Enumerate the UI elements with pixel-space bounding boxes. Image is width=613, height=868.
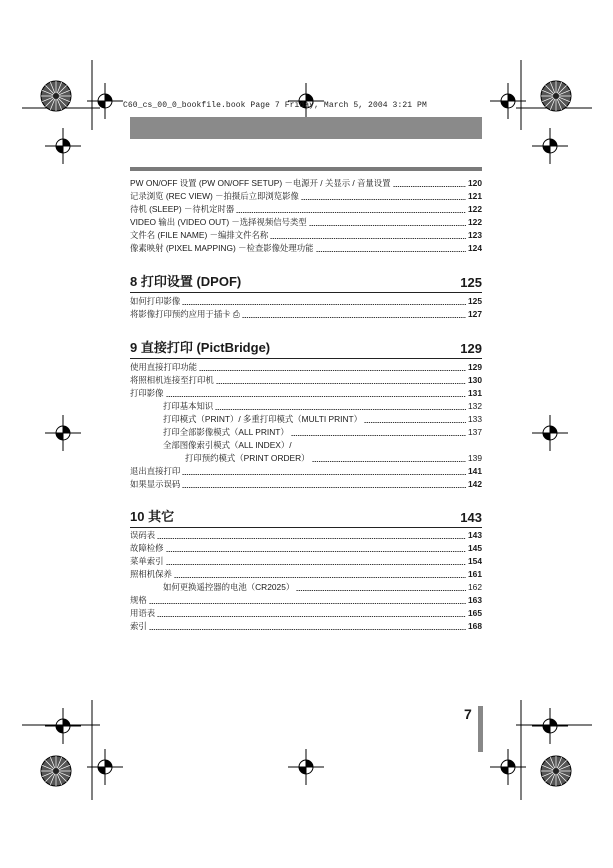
toc-subentry[interactable]: 打印预约模式（PRINT ORDER） 139 [185,453,482,463]
toc-entry[interactable]: 如果显示误码 142 [130,479,482,489]
toc-entry[interactable]: 像素映射 (PIXEL MAPPING) －检查影像处理功能 124 [130,243,482,253]
toc-entry[interactable]: 将照相机连接至打印机 130 [130,375,482,385]
toc-entry[interactable]: 菜单索引 154 [130,556,482,566]
toc-entry[interactable]: 退出直接打印 141 [130,466,482,476]
toc-entry[interactable]: 文件名 (FILE NAME) －编排文件名称 123 [130,230,482,240]
toc-subentry[interactable]: 打印全部影像模式（ALL PRINT） 137 [163,427,482,437]
toc-subentry[interactable]: 如何更换遥控器的电池（CR2025） 162 [163,582,482,592]
toc-entry[interactable]: 使用直接打印功能 129 [130,362,482,372]
page-number: 7 [464,706,472,722]
toc-entry[interactable]: PW ON/OFF 设置 (PW ON/OFF SETUP) －电源开 / 关显示 / 音量设置 120 [130,178,482,188]
chapter-heading-9[interactable]: 9 直接打印 (PictBridge) 129 [130,336,482,359]
toc-entry[interactable]: 用语表 165 [130,608,482,618]
header-band [130,117,482,139]
page-tab-bar [478,706,483,752]
toc-entry[interactable]: 将影像打印预约应用于插卡 ⎙ 127 [130,309,482,319]
toc-entry[interactable]: 记录浏览 (REC VIEW) －拍摄后立即浏览影像 121 [130,191,482,201]
toc-entry[interactable]: 打印影像 131 [130,388,482,398]
toc-entry[interactable]: 索引 168 [130,621,482,631]
toc-entry[interactable]: 待机 (SLEEP) －待机定时器 122 [130,204,482,214]
chapter-heading-10[interactable]: 10 其它 143 [130,505,482,528]
toc-entry[interactable]: 故障检修 145 [130,543,482,553]
toc-subentry[interactable]: 打印模式（PRINT）/ 多重打印模式（MULTI PRINT） 133 [163,414,482,424]
toc-entry[interactable]: 规格 163 [130,595,482,605]
toc-entry[interactable]: 照相机保养 161 [130,569,482,579]
file-header: C60_cs_00_0_bookfile.book Page 7 Friday, March 5, 2004 3:21 PM [123,101,427,110]
toc-subentry[interactable]: 全部图像索引模式（ALL INDEX）/ [163,440,292,450]
toc-entry[interactable]: 误码表 143 [130,530,482,540]
top-rule [130,167,482,171]
toc-entry[interactable]: VIDEO 输出 (VIDEO OUT) －选择视频信号类型 122 [130,217,482,227]
toc-subentry[interactable]: 打印基本知识 132 [163,401,482,411]
chapter-heading-8[interactable]: 8 打印设置 (DPOF) 125 [130,270,482,293]
toc-entry[interactable]: 如何打印影像 125 [130,296,482,306]
